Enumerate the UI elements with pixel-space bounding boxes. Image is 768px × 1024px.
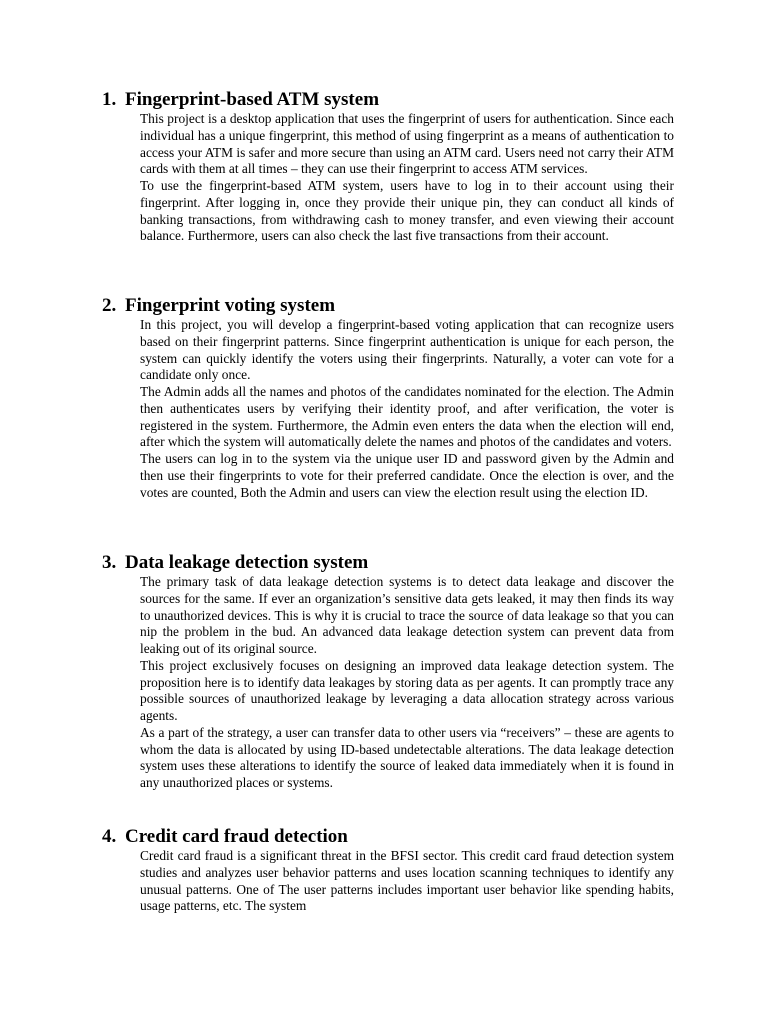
section-credit-card-fraud xyxy=(102,826,674,915)
paragraph: This project exclusively focuses on designing an improved data leakage detection system. The proposition here is to identify data leakages by storing data as per agents. It can promptly trace any possible sources of unauthorized leakage by leveraging a data allocation strategy across various agents. xyxy=(140,657,674,723)
section-body xyxy=(140,317,674,501)
section-number: 3. xyxy=(102,552,117,573)
paragraph: To use the fingerprint-based ATM system, users have to log in to their account using their fingerprint. After logging in, once they provide their unique pin, they can conduct all kinds of banking transactions, from withdrawing cash to money transfer, and even viewing their account balance. Furthermore, users can also check the last five transactions from their account. xyxy=(140,178,674,244)
section-heading xyxy=(102,89,674,111)
section-fingerprint-voting xyxy=(102,295,674,501)
section-heading xyxy=(102,295,674,317)
paragraph: The Admin adds all the names and photos of the candidates nominated for the election. The Admin then authenticates users by verifying their identity proof, and after verification, the voter is registered in the system. Furthermore, the Admin even enters the data when the election will end, after which the system will automatically delete the names and photos of the candidates and voters. xyxy=(140,384,674,450)
section-heading xyxy=(102,552,674,574)
paragraph: In this project, you will develop a fingerprint-based voting application that can recognize users based on their fingerprint patterns. Since fingerprint authentication is unique for each person, the system can quickly identify the voters using their fingerprints. Naturally, a voter can vote for a candidate only once. xyxy=(140,317,674,383)
paragraph: The users can log in to the system via the unique user ID and password given by the Admin and then use their fingerprints to vote for their preferred candidate. Once the election is over, and the votes are counted, Both the Admin and users can view the election result using the election ID. xyxy=(140,451,674,500)
section-title: Credit card fraud detection xyxy=(125,826,348,847)
section-title: Fingerprint voting system xyxy=(125,295,336,316)
paragraph: Credit card fraud is a significant threat in the BFSI sector. This credit card fraud detection system studies and analyzes user behavior patterns and uses location scanning techniques to identify any unusual patterns. One of The user patterns includes important user behavior like spending habits, usage patterns, etc. The system xyxy=(140,848,674,914)
section-number: 4. xyxy=(102,826,117,847)
section-number: 1. xyxy=(102,89,117,110)
section-body xyxy=(140,574,674,792)
section-heading xyxy=(102,826,674,848)
section-title: Fingerprint-based ATM system xyxy=(125,89,380,110)
paragraph: This project is a desktop application that uses the fingerprint of users for authentication. Since each individual has a unique fingerprint, this method of using fingerprint as a means of authentication to access your ATM is safer and more secure than using an ATM card. Users need not carry their ATM cards with them at all times – they can use their fingerprint to access ATM services. xyxy=(140,111,674,177)
section-body xyxy=(140,111,674,245)
section-number: 2. xyxy=(102,295,117,316)
section-fingerprint-atm xyxy=(102,89,674,245)
section-data-leakage xyxy=(102,552,674,792)
paragraph: The primary task of data leakage detection systems is to detect data leakage and discover the sources for the same. If ever an organization’s sensitive data gets leaked, it may then finds its way to unauthorized devices. This is why it is crucial to trace the source of data leakage so that you can nip the problem in the bud. An advanced data leakage detection system can prevent data from leaking out of its original source. xyxy=(140,574,674,656)
section-title: Data leakage detection system xyxy=(125,552,369,573)
paragraph: As a part of the strategy, a user can transfer data to other users via “receivers” – these are agents to whom the data is allocated by using ID-based undetectable alterations. The data leakage detection system uses these alterations to identify the source of leaked data immediately when it is found in any unauthorized places or systems. xyxy=(140,724,674,790)
section-body xyxy=(140,848,674,915)
